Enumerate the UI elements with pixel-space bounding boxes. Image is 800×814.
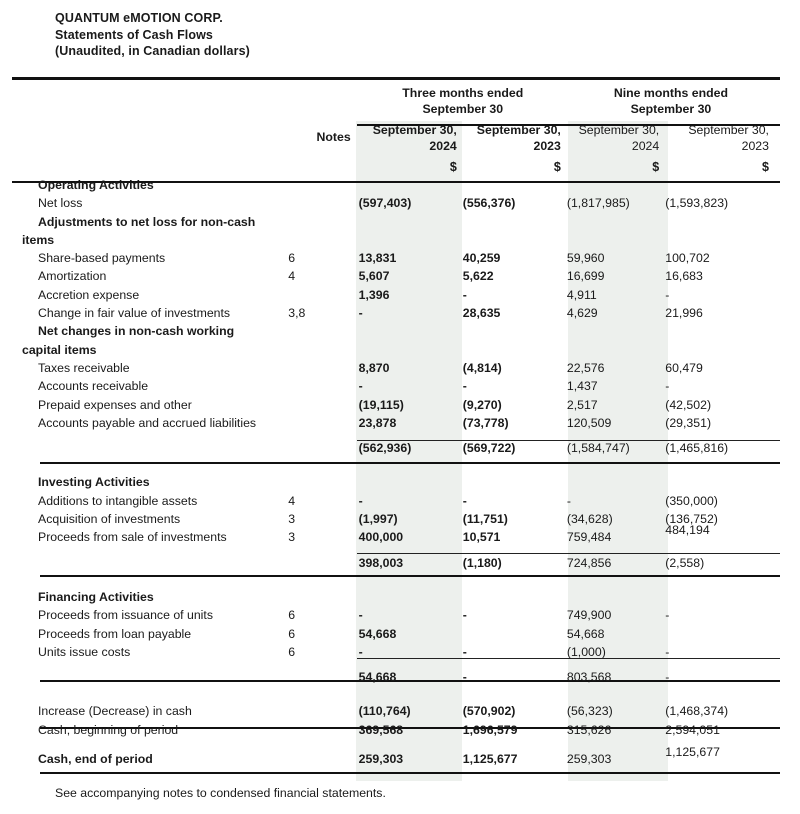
proceeds-sale-investments-ytd-2023 bbox=[665, 523, 775, 546]
section-heading-row bbox=[0, 473, 800, 491]
section-heading-row bbox=[0, 588, 800, 606]
cash-end-ytd-2024: 259,303 bbox=[566, 752, 612, 767]
accounts-receivable-q3-2023: - bbox=[462, 379, 467, 394]
row-label-acquisition-investments: Acquisition of investments bbox=[38, 512, 181, 527]
additions-intangible-ytd-2024: - bbox=[566, 493, 571, 508]
row-label-proceeds-loan-payable: Proceeds from loan payable bbox=[38, 626, 192, 641]
row-notes-net-loss bbox=[288, 194, 358, 212]
row-label-increase-decrease-cash: Increase (Decrease) in cash bbox=[38, 704, 192, 719]
table-row bbox=[0, 359, 800, 377]
cash-end-ytd-2023-value: 1,125,677 bbox=[665, 745, 720, 760]
taxes-receivable-q3-2024: 8,870 bbox=[358, 360, 390, 375]
accretion-expense-q3-2023: - bbox=[462, 287, 467, 302]
row-notes-accounts-receivable bbox=[288, 377, 358, 395]
row-notes-cash-end bbox=[288, 750, 358, 768]
table-row bbox=[0, 702, 800, 720]
row-label-additions-intangible: Additions to intangible assets bbox=[38, 493, 198, 508]
share-based-payments-q3-2024: 13,831 bbox=[358, 251, 397, 266]
accounts-payable-ytd-2024: 120,509 bbox=[566, 415, 612, 430]
cash-beginning-q3-2023: 1,696,579 bbox=[462, 722, 518, 737]
change-fair-value-q3-2024: - bbox=[358, 306, 363, 321]
company-name: QUANTUM eMOTION CORP. bbox=[55, 11, 223, 25]
proceeds-sale-investments-ytd-2023-value: 484,194 bbox=[665, 523, 710, 538]
subheading-row-wrap bbox=[0, 341, 800, 359]
row-notes-amortization: 4 bbox=[288, 269, 296, 284]
cash-end-ytd-2023 bbox=[665, 745, 775, 768]
spacer-row bbox=[0, 457, 800, 473]
currency-symbol-q3-2024: $ bbox=[449, 160, 457, 174]
row-label-taxes-receivable: Taxes receivable bbox=[38, 360, 130, 375]
adjustments-heading-line2: items bbox=[22, 232, 55, 247]
change-fair-value-ytd-2023: 21,996 bbox=[665, 306, 703, 321]
taxes-receivable-ytd-2024: 22,576 bbox=[566, 360, 605, 375]
net-loss-ytd-2023: (1,593,823) bbox=[665, 196, 729, 211]
spacer-row bbox=[0, 432, 800, 439]
amortization-ytd-2023: 16,683 bbox=[665, 269, 703, 284]
proceeds-sale-investments-ytd-2024: 759,484 bbox=[566, 530, 612, 545]
total-row-cash-end bbox=[0, 750, 800, 768]
column-header-notes: Notes bbox=[316, 130, 351, 144]
row-notes-taxes-receivable bbox=[288, 359, 358, 377]
currency-symbol-ytd-2024: $ bbox=[652, 160, 660, 174]
accounts-receivable-ytd-2023: - bbox=[665, 379, 670, 394]
accounts-receivable-ytd-2024: 1,437 bbox=[566, 379, 598, 394]
working-capital-heading-line1: Net changes in non-cash working bbox=[38, 324, 235, 339]
prepaid-expenses-q3-2023: (9,270) bbox=[462, 397, 502, 412]
proceeds-issuance-units-ytd-2024: 749,900 bbox=[566, 608, 612, 623]
row-label-cash-end: Cash, end of period bbox=[38, 752, 153, 767]
prepaid-expenses-ytd-2024: 2,517 bbox=[566, 397, 598, 412]
row-notes-proceeds-issuance-units: 6 bbox=[288, 608, 296, 623]
table-row bbox=[0, 492, 800, 510]
amortization-q3-2023: 5,622 bbox=[462, 269, 494, 284]
table-row bbox=[0, 606, 800, 624]
row-notes-units-issue-costs: 6 bbox=[288, 644, 296, 659]
column-header-q3-2023: September 30, 2023 bbox=[476, 123, 561, 153]
adjustments-heading-line1: Adjustments to net loss for non-cash bbox=[38, 214, 256, 229]
row-notes-increase-decrease-cash bbox=[288, 702, 358, 720]
table-row bbox=[0, 304, 800, 322]
proceeds-loan-payable-q3-2024: 54,668 bbox=[358, 626, 397, 641]
table-row bbox=[0, 414, 800, 432]
accretion-expense-ytd-2023: - bbox=[665, 287, 670, 302]
cash-beginning-ytd-2024: 315,626 bbox=[566, 722, 612, 737]
proceeds-issuance-units-q3-2024: - bbox=[358, 608, 363, 623]
amortization-q3-2024: 5,607 bbox=[358, 269, 390, 284]
currency-symbol-ytd-2023: $ bbox=[762, 160, 769, 174]
row-notes-accretion-expense bbox=[288, 286, 358, 304]
row-notes-change-fair-value: 3,8 bbox=[288, 306, 306, 321]
accounts-payable-q3-2023: (73,778) bbox=[462, 415, 509, 430]
table-row bbox=[0, 721, 800, 739]
row-label-accretion-expense: Accretion expense bbox=[38, 287, 140, 302]
table-row bbox=[0, 286, 800, 304]
accounts-receivable-q3-2024: - bbox=[358, 379, 363, 394]
column-header-ytd-2024: September 30, 2024 bbox=[578, 123, 660, 153]
row-notes-additions-intangible: 4 bbox=[288, 493, 296, 508]
group-three-months-line1: Three months ended bbox=[402, 86, 524, 100]
spacer-row bbox=[0, 661, 800, 668]
investing-total-ytd-2023: (2,558) bbox=[665, 555, 705, 570]
acquisition-investments-ytd-2024: (34,628) bbox=[566, 512, 613, 527]
proceeds-issuance-units-q3-2023: - bbox=[462, 608, 467, 623]
share-based-payments-ytd-2023: 100,702 bbox=[665, 251, 710, 266]
row-label-change-fair-value: Change in fair value of investments bbox=[38, 306, 231, 321]
accretion-expense-ytd-2024: 4,911 bbox=[566, 287, 597, 302]
spacer-row bbox=[0, 0, 800, 86]
operating-total-ytd-2023: (1,465,816) bbox=[665, 441, 729, 456]
investing-activities-heading: Investing Activities bbox=[38, 475, 150, 490]
accounts-payable-ytd-2023: (29,351) bbox=[665, 415, 712, 430]
table-row bbox=[0, 194, 800, 212]
share-based-payments-q3-2023: 40,259 bbox=[462, 251, 501, 266]
additions-intangible-q3-2023: - bbox=[462, 493, 467, 508]
net-loss-q3-2023: (556,376) bbox=[462, 196, 516, 211]
group-three-months-line2: September 30 bbox=[422, 101, 504, 116]
units-issue-costs-ytd-2024: (1,000) bbox=[566, 644, 606, 659]
cash-end-q3-2023: 1,125,677 bbox=[462, 752, 518, 767]
amortization-ytd-2024: 16,699 bbox=[566, 269, 605, 284]
row-label-proceeds-issuance-units: Proceeds from issuance of units bbox=[38, 608, 213, 623]
financing-total-ytd-2023: - bbox=[665, 670, 670, 685]
investing-total-q3-2023: (1,180) bbox=[462, 555, 502, 570]
operating-total-label bbox=[0, 439, 288, 457]
proceeds-loan-payable-ytd-2024: 54,668 bbox=[566, 626, 605, 641]
table-row bbox=[0, 396, 800, 414]
currency-row bbox=[0, 157, 800, 176]
increase-decrease-cash-q3-2023: (570,902) bbox=[462, 704, 516, 719]
row-label-units-issue-costs: Units issue costs bbox=[38, 644, 131, 659]
change-fair-value-ytd-2024: 4,629 bbox=[566, 306, 598, 321]
units-issue-costs-q3-2024: - bbox=[358, 644, 363, 659]
row-notes-proceeds-loan-payable: 6 bbox=[288, 626, 296, 641]
accounts-payable-q3-2024: 23,878 bbox=[358, 415, 397, 430]
financing-total-ytd-2024: 803,568 bbox=[566, 670, 612, 685]
operating-activities-heading: Operating Activities bbox=[38, 178, 154, 192]
units-issue-costs-ytd-2023: - bbox=[665, 644, 670, 659]
operating-total-ytd-2024: (1,584,747) bbox=[566, 441, 630, 456]
subtotal-row-investing bbox=[0, 554, 800, 572]
working-capital-heading-line2: capital items bbox=[22, 342, 97, 357]
proceeds-loan-payable-ytd-2023 bbox=[665, 625, 775, 643]
prepaid-expenses-ytd-2023: (42,502) bbox=[665, 397, 712, 412]
spacer-row bbox=[0, 547, 800, 554]
financing-total-q3-2024: 54,668 bbox=[358, 670, 397, 685]
prepaid-expenses-q3-2024: (19,115) bbox=[358, 397, 404, 412]
row-label-cash-beginning: Cash, beginning of period bbox=[38, 722, 179, 737]
net-loss-q3-2024: (597,403) bbox=[358, 196, 412, 211]
row-label-proceeds-sale-investments: Proceeds from sale of investments bbox=[38, 530, 227, 545]
acquisition-investments-ytd-2023: (136,752) bbox=[665, 512, 718, 527]
row-label-net-loss: Net loss bbox=[38, 196, 83, 211]
row-label-amortization: Amortization bbox=[38, 269, 107, 284]
acquisition-investments-q3-2024: (1,997) bbox=[358, 512, 398, 527]
cash-beginning-q3-2024: 369,568 bbox=[358, 722, 404, 737]
table-row bbox=[0, 528, 800, 546]
change-fair-value-q3-2023: 28,635 bbox=[462, 306, 501, 321]
column-header-ytd-2023: September 30, 2023 bbox=[688, 123, 769, 153]
row-notes-share-based-payments: 6 bbox=[288, 251, 296, 266]
table-row bbox=[0, 377, 800, 395]
table-row bbox=[0, 625, 800, 643]
currency-symbol-q3-2023: $ bbox=[553, 160, 561, 174]
column-header-q3-2024: September 30, 2024 bbox=[372, 123, 457, 153]
row-label-accounts-receivable: Accounts receivable bbox=[38, 379, 149, 394]
subtotal-row-financing bbox=[0, 668, 800, 686]
row-notes-accounts-payable bbox=[288, 414, 358, 432]
taxes-receivable-ytd-2023: 60,479 bbox=[665, 360, 703, 375]
share-based-payments-ytd-2024: 59,960 bbox=[566, 251, 605, 266]
additions-intangible-q3-2024: - bbox=[358, 493, 363, 508]
group-nine-months-line2: September 30 bbox=[630, 101, 712, 116]
increase-decrease-cash-ytd-2024: (56,323) bbox=[566, 704, 613, 719]
statement-basis: (Unaudited, in Canadian dollars) bbox=[55, 44, 250, 58]
financing-total-q3-2023: - bbox=[462, 670, 467, 685]
subtotal-row-operating bbox=[0, 439, 800, 457]
acquisition-investments-q3-2023: (11,751) bbox=[462, 512, 508, 527]
investing-total-q3-2024: 398,003 bbox=[358, 555, 404, 570]
proceeds-sale-investments-q3-2024: 400,000 bbox=[358, 530, 404, 545]
spacer-row bbox=[0, 572, 800, 588]
subheading-row bbox=[0, 213, 800, 231]
cash-end-q3-2024: 259,303 bbox=[358, 752, 404, 767]
financing-activities-heading: Financing Activities bbox=[38, 589, 154, 604]
cash-beginning-ytd-2023: 2,594,051 bbox=[665, 722, 720, 737]
accretion-expense-q3-2024: 1,396 bbox=[358, 287, 390, 302]
operating-total-q3-2023: (569,722) bbox=[462, 441, 516, 456]
spacer-row bbox=[0, 686, 800, 702]
taxes-receivable-q3-2023: (4,814) bbox=[462, 360, 502, 375]
row-label-accounts-payable: Accounts payable and accrued liabilities bbox=[38, 415, 257, 430]
proceeds-issuance-units-ytd-2023: - bbox=[665, 608, 670, 623]
statement-title: Statements of Cash Flows bbox=[55, 27, 213, 42]
date-header-row bbox=[0, 121, 800, 157]
increase-decrease-cash-q3-2024: (110,764) bbox=[358, 704, 411, 719]
additions-intangible-ytd-2023: (350,000) bbox=[665, 493, 718, 508]
group-nine-months-line1: Nine months ended bbox=[613, 86, 728, 100]
operating-total-q3-2024: (562,936) bbox=[358, 441, 412, 456]
row-label-share-based-payments: Share-based payments bbox=[38, 251, 166, 266]
increase-decrease-cash-ytd-2023: (1,468,374) bbox=[665, 704, 729, 719]
financing-total-label bbox=[0, 668, 288, 686]
footnote-text: See accompanying notes to condensed financial statements. bbox=[55, 786, 386, 800]
units-issue-costs-q3-2023: - bbox=[462, 644, 467, 659]
investing-total-ytd-2024: 724,856 bbox=[566, 555, 612, 570]
table-row bbox=[0, 643, 800, 661]
net-loss-ytd-2024: (1,817,985) bbox=[566, 196, 630, 211]
investing-total-label bbox=[0, 554, 288, 572]
section-heading-row bbox=[0, 176, 800, 194]
table-row bbox=[0, 249, 800, 267]
proceeds-sale-investments-q3-2023: 10,571 bbox=[462, 530, 501, 545]
subheading-row bbox=[0, 322, 800, 340]
row-notes-proceeds-sale-investments: 3 bbox=[288, 530, 296, 545]
table-row bbox=[0, 267, 800, 285]
summary-rule-bottom bbox=[40, 772, 780, 774]
row-notes-cash-beginning bbox=[288, 721, 358, 739]
group-header-row bbox=[0, 86, 800, 121]
group-header-nine-months bbox=[567, 86, 775, 121]
row-label-prepaid-expenses: Prepaid expenses and other bbox=[38, 397, 192, 412]
row-notes-prepaid-expenses bbox=[288, 396, 358, 414]
row-notes-acquisition-investments: 3 bbox=[288, 512, 296, 527]
subheading-row-wrap bbox=[0, 231, 800, 249]
group-header-three-months bbox=[359, 86, 567, 121]
proceeds-loan-payable-q3-2023 bbox=[463, 625, 567, 643]
